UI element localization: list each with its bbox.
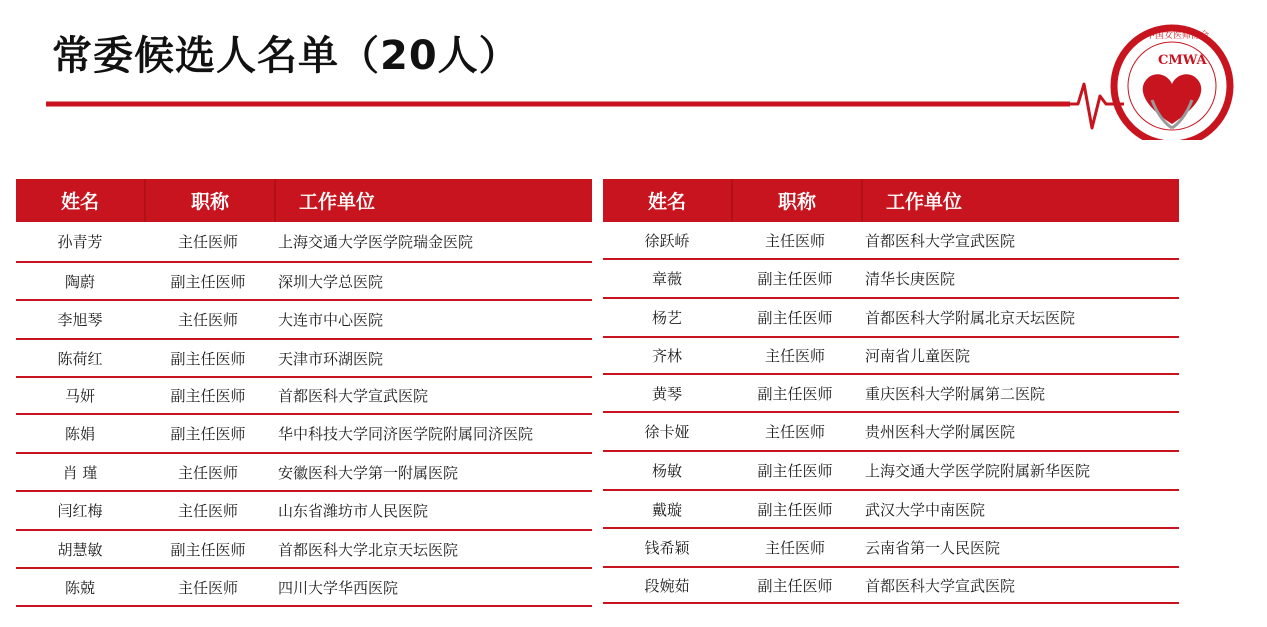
- cell-title: 副主任医师: [757, 500, 833, 519]
- cell-name: 段婉茹: [644, 576, 690, 595]
- cell-org: 深圳大学总医院: [278, 272, 384, 291]
- cell-name: 陈娟: [64, 425, 95, 443]
- table-row: [603, 375, 1179, 413]
- cell-name: 杨艺: [651, 309, 682, 327]
- page-title: 常委候选人名单（20人）: [52, 33, 520, 79]
- table-row: [603, 413, 1179, 452]
- cell-title: 副主任医师: [757, 576, 833, 595]
- cell-org: 安徽医科大学第一附属医院: [278, 463, 459, 482]
- table-row: [603, 568, 1179, 604]
- header-title: 职称: [777, 191, 816, 213]
- cell-org: 重庆医科大学附属第二医院: [865, 384, 1046, 403]
- cell-org: 天津市环湖医院: [278, 349, 384, 368]
- logo-abbr: CMWA: [1158, 53, 1207, 68]
- cmwa-emblem-icon: [1040, 20, 1240, 140]
- header-name: 姓名: [60, 191, 99, 213]
- cell-title: 副主任医师: [757, 384, 833, 403]
- cell-title: 主任医师: [177, 463, 238, 482]
- cmwa-logo: [1040, 20, 1240, 140]
- table-row: [16, 569, 592, 607]
- cell-org: 首都医科大学北京天坛医院: [278, 540, 459, 559]
- cell-name: 陈荷红: [57, 349, 103, 368]
- table-row: [603, 529, 1179, 568]
- cell-name: 闫红梅: [57, 502, 103, 520]
- logo-top-text: 中国女医师协会: [1146, 31, 1210, 41]
- table-row: [16, 340, 592, 378]
- header-title: 职称: [190, 191, 229, 213]
- cell-name: 杨敏: [651, 462, 682, 480]
- cell-org: 贵州医科大学附属医院: [865, 423, 1016, 441]
- cell-name: 李旭琴: [57, 311, 103, 329]
- header-name: 姓名: [647, 191, 686, 213]
- cell-title: 副主任医师: [170, 425, 246, 443]
- cell-title: 副主任医师: [757, 462, 833, 480]
- table-row: [603, 338, 1179, 375]
- cell-org: 华中科技大学同济医学院附属同济医院: [278, 425, 534, 443]
- table-row: [16, 454, 592, 492]
- cell-org: 清华长庚医院: [865, 270, 956, 288]
- table-header: [603, 179, 1179, 222]
- cell-org: 大连市中心医院: [278, 311, 384, 329]
- cell-org: 山东省潍坊市人民医院: [278, 502, 429, 520]
- cell-title: 主任医师: [177, 311, 238, 329]
- cell-name: 徐卡娅: [644, 423, 690, 441]
- cell-title: 主任医师: [177, 502, 238, 520]
- cell-title: 主任医师: [764, 539, 825, 557]
- cell-title: 主任医师: [764, 231, 825, 250]
- cell-name: 章薇: [651, 270, 682, 288]
- right-table: [603, 179, 1179, 604]
- cell-name: 戴璇: [651, 500, 682, 519]
- header-org: 工作单位: [299, 191, 376, 213]
- header-org: 工作单位: [886, 191, 963, 213]
- cell-title: 副主任医师: [757, 309, 833, 327]
- cell-name: 陈兢: [64, 578, 95, 597]
- cell-org: 首都医科大学宣武医院: [278, 387, 429, 405]
- cell-title: 副主任医师: [170, 387, 246, 405]
- cell-title: 主任医师: [764, 347, 825, 365]
- table-row: [16, 301, 592, 340]
- cell-org: 上海交通大学医学院瑞金医院: [278, 233, 474, 251]
- cell-org: 河南省儿童医院: [865, 347, 971, 365]
- cell-title: 主任医师: [764, 423, 825, 441]
- cell-title: 主任医师: [177, 233, 238, 251]
- table-row: [16, 263, 592, 301]
- table-row: [16, 378, 592, 415]
- left-table: [16, 179, 592, 607]
- table-row: [16, 492, 592, 531]
- cell-title: 副主任医师: [170, 272, 246, 291]
- cell-org: 首都医科大学附属北京天坛医院: [865, 309, 1076, 327]
- cell-name: 陶蔚: [64, 272, 95, 291]
- cell-org: 云南省第一人民医院: [865, 539, 1001, 557]
- table-row: [603, 299, 1179, 338]
- cell-title: 主任医师: [177, 578, 238, 597]
- cell-org: 首都医科大学宣武医院: [865, 576, 1016, 595]
- cell-name: 胡慧敏: [57, 540, 103, 559]
- cell-org: 四川大学华西医院: [278, 578, 399, 597]
- cell-org: 首都医科大学宣武医院: [865, 231, 1016, 250]
- cell-org: 上海交通大学医学院附属新华医院: [865, 462, 1091, 480]
- table-row: [16, 531, 592, 569]
- table-row: [16, 222, 592, 263]
- cell-org: 武汉大学中南医院: [865, 500, 986, 519]
- table-row: [603, 260, 1179, 299]
- cell-name: 齐林: [651, 347, 682, 365]
- cell-name: 钱希颖: [644, 539, 690, 557]
- table-header: [16, 179, 592, 222]
- cell-title: 副主任医师: [757, 270, 833, 288]
- table-row: [16, 415, 592, 454]
- cell-name: 肖 瑾: [62, 463, 98, 482]
- cell-name: 黄琴: [651, 384, 682, 403]
- table-row: [603, 452, 1179, 491]
- table-row: [603, 491, 1179, 529]
- cell-title: 副主任医师: [170, 349, 246, 368]
- cell-title: 副主任医师: [170, 540, 246, 559]
- cell-name: 徐跃峤: [644, 231, 690, 250]
- cell-name: 孙青芳: [57, 233, 103, 251]
- cell-name: 马妍: [64, 387, 95, 405]
- table-row: [603, 222, 1179, 260]
